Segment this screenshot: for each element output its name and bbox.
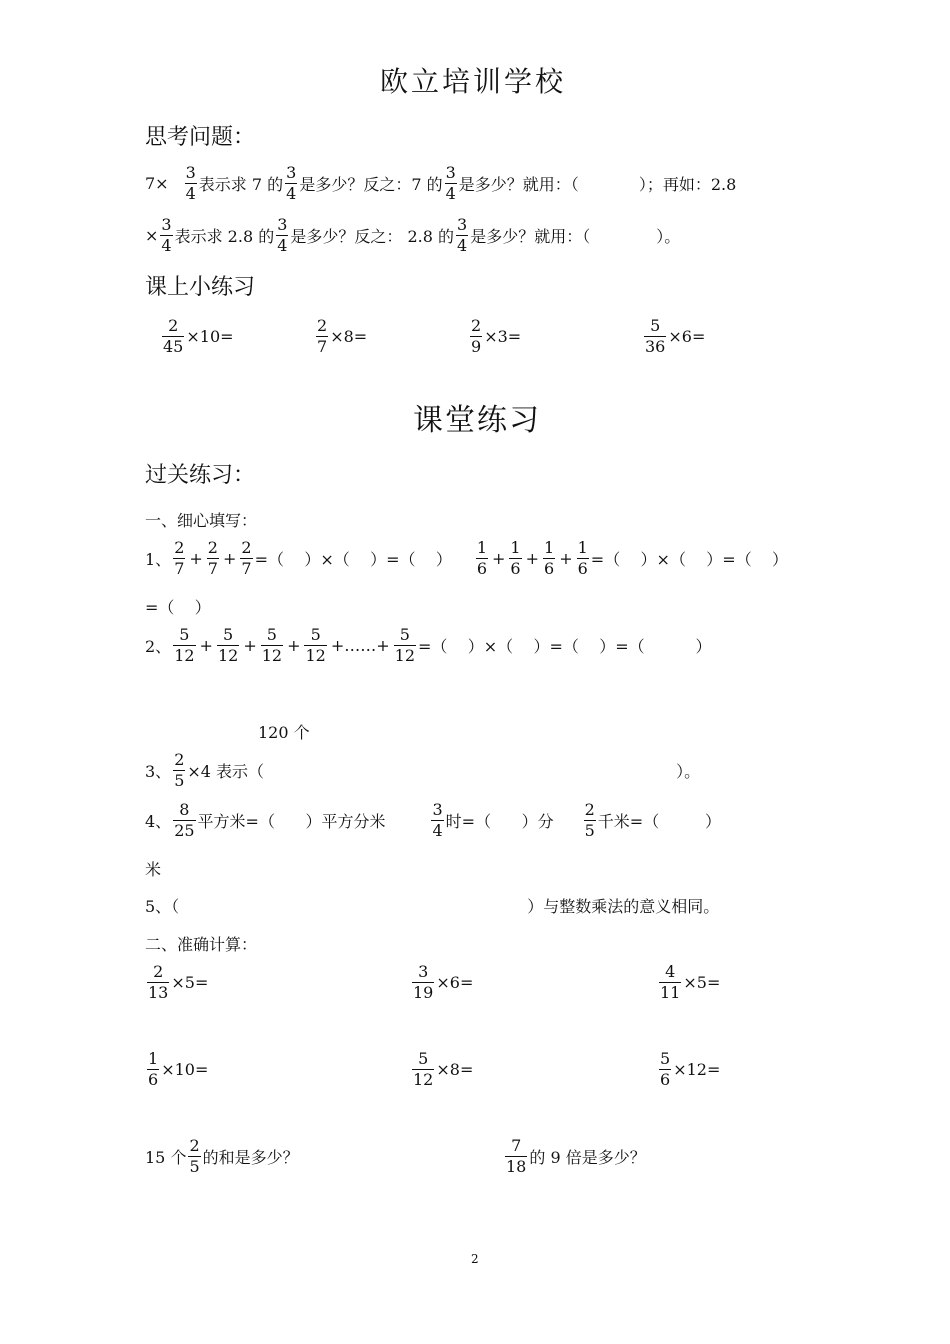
think-heading: 思考问题： xyxy=(145,125,256,150)
answer-blanks[interactable]: =（ ）×（ ）=（ ） xyxy=(590,550,789,569)
page-number: 2 xyxy=(471,1252,479,1266)
section-title: 课堂练习 xyxy=(413,403,541,438)
question-2: 2、 $\frac{5}{12}$ + $\frac{5}{12}$ + $\frac{5}{12}$ + $\frac{5}{12}$ +……+ $\frac{5}{12}$ =（ ）×（ ）=（ ）=（ ） xyxy=(145,625,712,665)
text: ）；再如：2.8 xyxy=(638,175,737,194)
answer-blank[interactable]: 千米=（ ） xyxy=(597,812,721,831)
text: ）。 xyxy=(656,227,681,246)
calc-item: $\frac{4}{11}$ ×5= xyxy=(660,962,721,1002)
practice-item: $\frac{5}{36}$ ×6= xyxy=(645,316,706,356)
answer-blank[interactable]: 平方米=（ ）平方分米 xyxy=(197,812,386,831)
question-3: 3、 $\frac{2}{5}$ ×4 表示（ ）。 xyxy=(145,750,701,790)
text: 是多少？反之： 2.8 的 xyxy=(290,227,455,246)
text: 表示求 7 的 xyxy=(198,175,284,194)
text: 是多少？反之：7 的 xyxy=(299,175,443,194)
fraction: $\frac{3}{4}$ xyxy=(185,163,196,203)
fraction: $\frac{3}{4}$ xyxy=(445,163,456,203)
text: 是多少？就用：（ xyxy=(470,227,591,246)
practice-item: $\frac{2}{9}$ ×3= xyxy=(471,316,522,356)
question-5: 5、（ ）与整数乘法的意义相同。 xyxy=(145,897,720,916)
class-practice-heading: 课上小练习 xyxy=(145,275,256,300)
practice-item: $\frac{2}{7}$ ×8= xyxy=(317,316,368,356)
pass-heading: 过关练习： xyxy=(145,463,256,488)
part2-heading: 二、准确计算： xyxy=(145,935,258,954)
word-problem-1: 15 个 $\frac{2}{5}$ 的和是多少？ xyxy=(145,1136,299,1176)
text: 表示求 2.8 的 xyxy=(174,227,275,246)
practice-item: $\frac{2}{45}$ ×10= xyxy=(163,316,234,356)
question-4-continued: 米 xyxy=(145,860,162,879)
text: 7× xyxy=(145,174,169,193)
fraction: $\frac{3}{4}$ xyxy=(277,215,288,255)
calc-item: $\frac{5}{12}$ ×8= xyxy=(413,1049,474,1089)
word-problem-2: $\frac{7}{18}$ 的 9 倍是多少？ xyxy=(506,1136,646,1176)
answer-blanks[interactable]: =（ ）×（ ）=（ ） xyxy=(254,550,452,569)
note-120: 120 个 xyxy=(258,723,310,742)
calc-item: $\frac{3}{19}$ ×6= xyxy=(413,962,474,1002)
question-4: 4、 $\frac{8}{25}$ 平方米=（ ）平方分米 $\frac{3}{4}$ 时=（ ）分 $\frac{2}{5}$ 千米=（ ） xyxy=(145,800,721,840)
fraction: $\frac{3}{4}$ xyxy=(457,215,468,255)
fraction: $\frac{3}{4}$ xyxy=(161,215,172,255)
text: × xyxy=(145,226,159,245)
part1-heading: 一、细心填写： xyxy=(145,511,258,530)
text: 是多少？就用：（ xyxy=(458,175,579,194)
calc-item: $\frac{5}{6}$ ×12= xyxy=(660,1049,721,1089)
question-1: 1、 $\frac{2}{7}$ + $\frac{2}{7}$ + $\frac{2}{7}$ =（ ）×（ ）=（ ） $\frac{1}{6}$ + $\frac{1}{6}$ + $\frac{1}{6}$ + $\frac{1}{6}$ =（ ）×（ ）=（ ） xyxy=(145,538,789,578)
think-line-1 xyxy=(145,165,736,202)
answer-blank[interactable]: 时=（ ）分 xyxy=(445,812,554,831)
question-1-continued[interactable]: =（ ） xyxy=(145,598,211,617)
calc-item: $\frac{1}{6}$ ×10= xyxy=(148,1049,209,1089)
answer-blanks[interactable]: =（ ）×（ ）=（ ）=（ ） xyxy=(418,637,712,656)
calc-item: $\frac{2}{13}$ ×5= xyxy=(148,962,209,1002)
school-title: 欧立培训学校 xyxy=(380,65,567,98)
think-line-2 xyxy=(145,217,680,254)
fraction: $\frac{3}{4}$ xyxy=(286,163,297,203)
